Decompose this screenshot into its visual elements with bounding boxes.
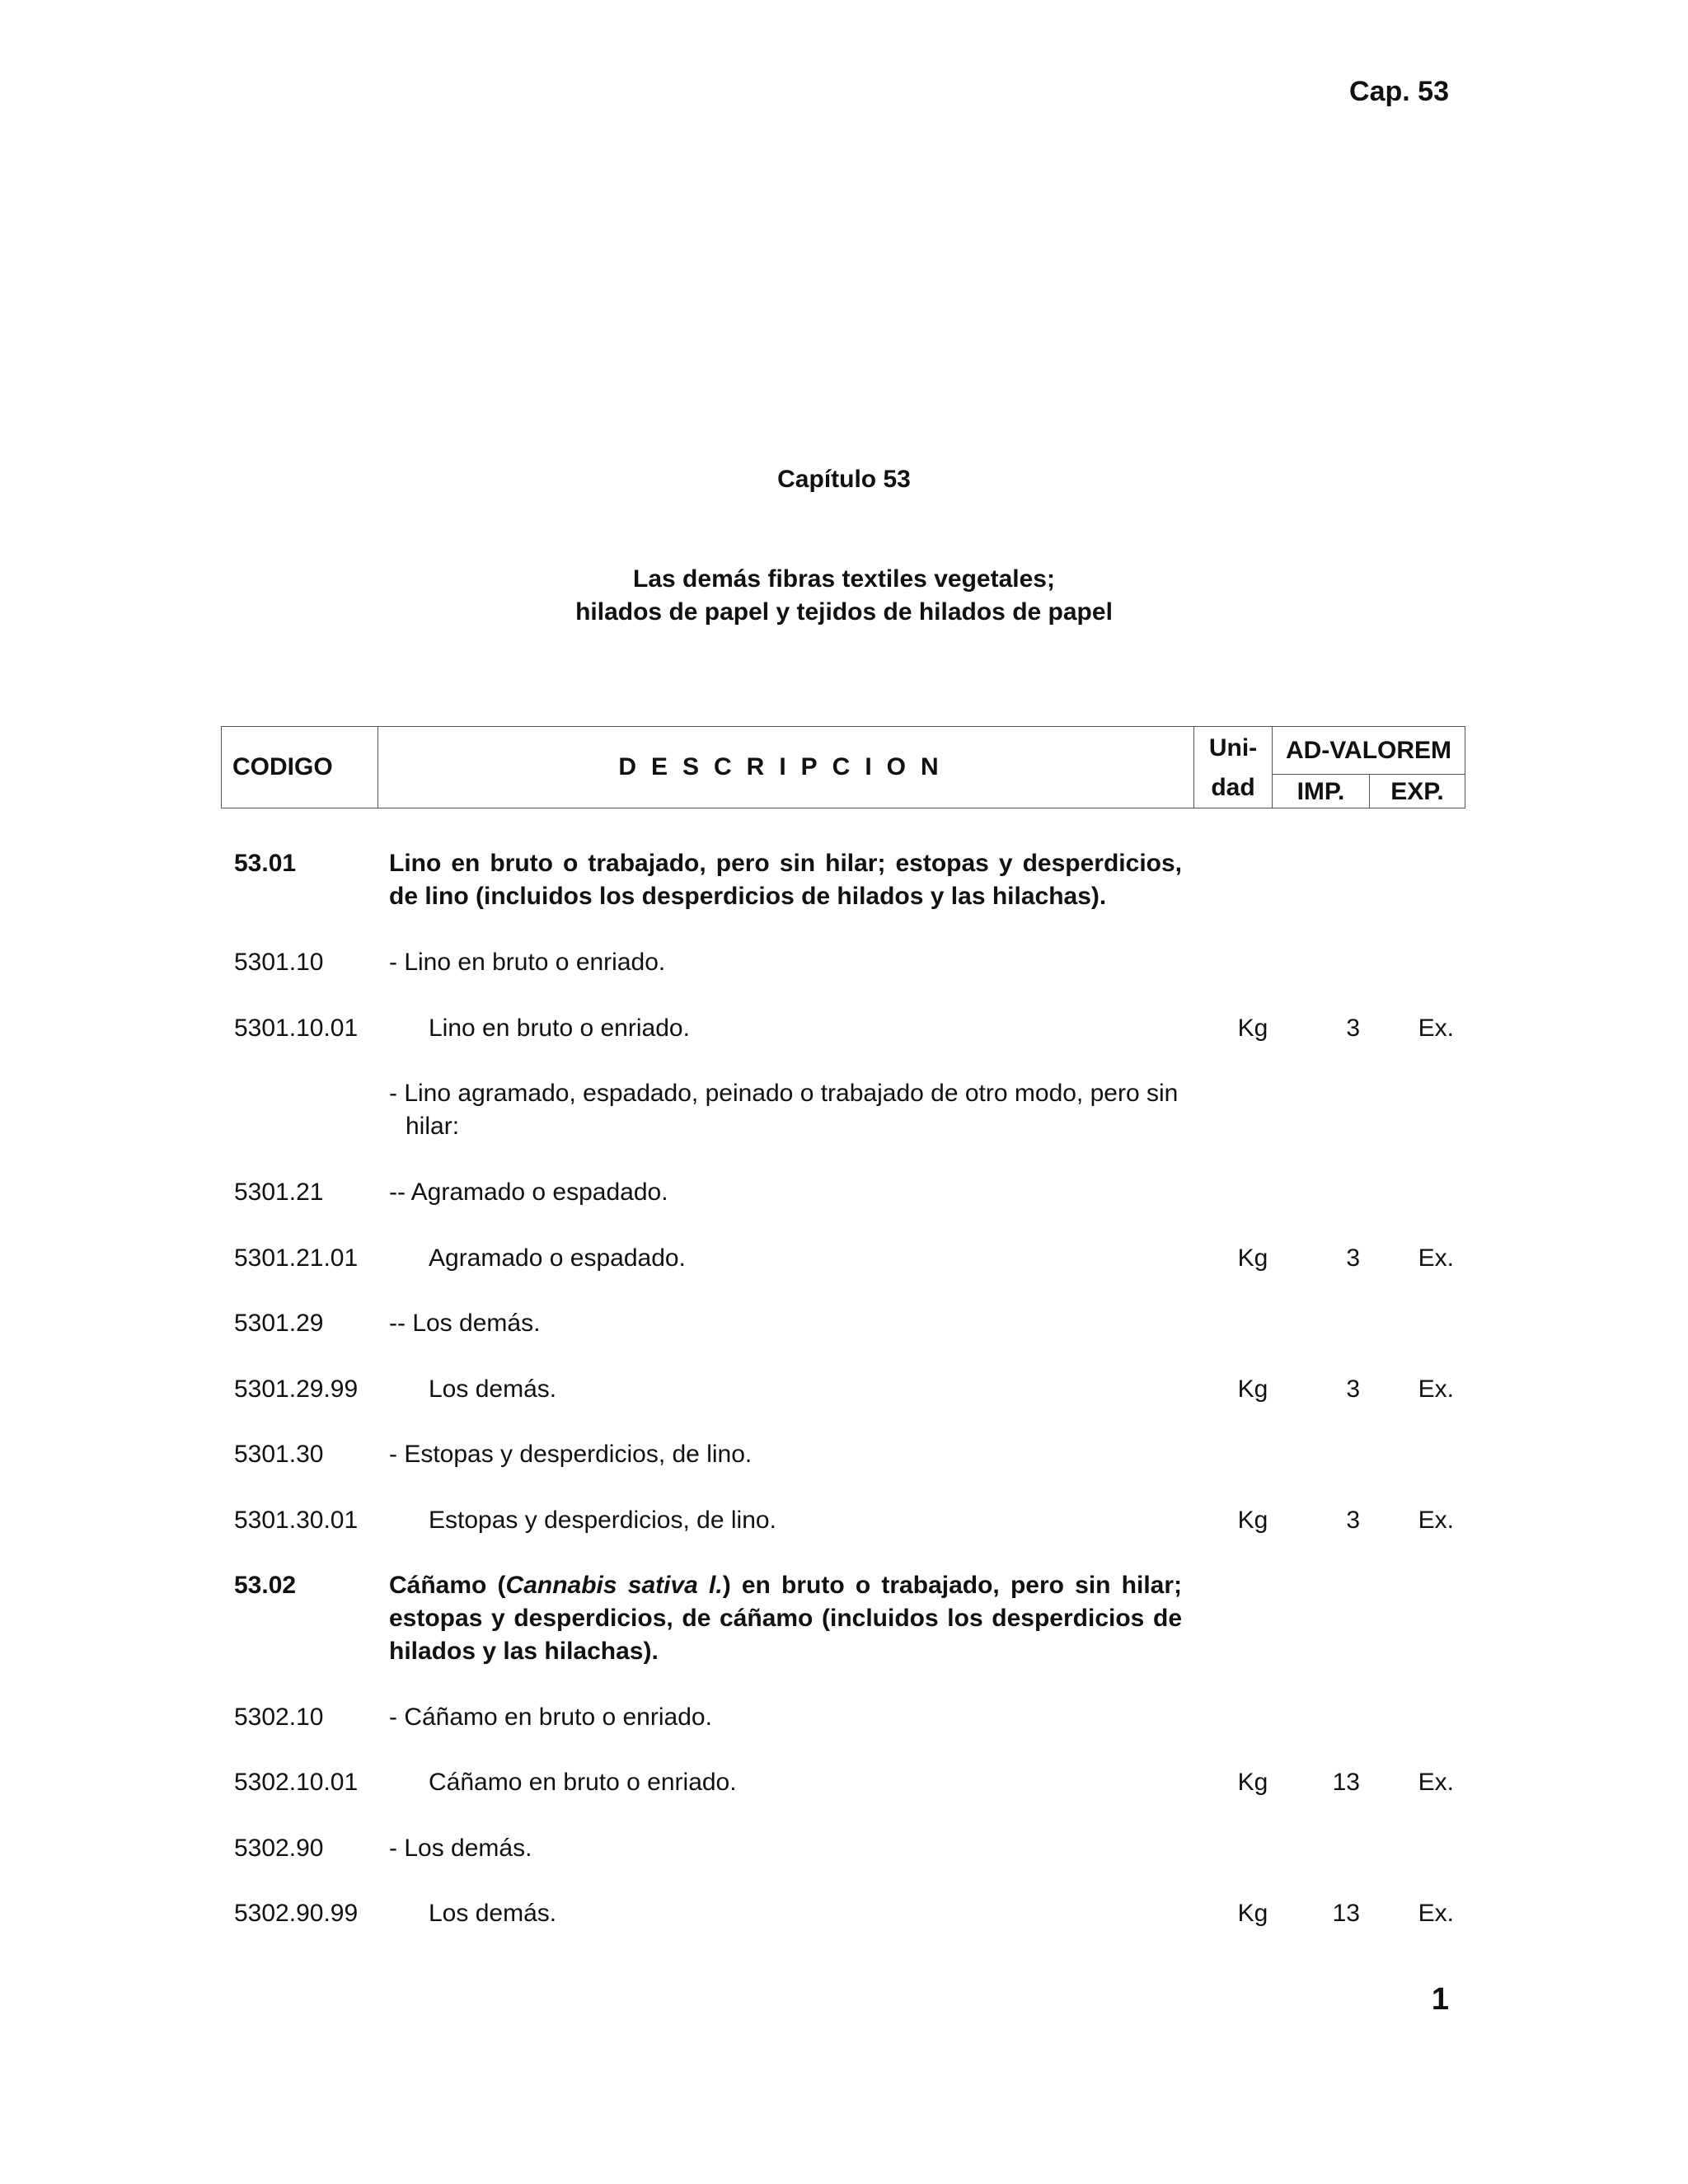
header-ad-valorem: AD-VALOREM — [1273, 727, 1465, 775]
row-description: Cáñamo en bruto o enriado. — [429, 1769, 737, 1796]
row-code: 5302.10.01 — [234, 1769, 359, 1796]
chapter-subtitle — [0, 563, 1688, 629]
row-description — [389, 1569, 1182, 1668]
row-description: - Lino en bruto o enriado. — [389, 949, 666, 976]
row-unit: Kg — [1237, 1376, 1268, 1403]
row-description: - Los demás. — [389, 1835, 532, 1862]
row-unit: Kg — [1237, 1769, 1268, 1796]
row-description: - Estopas y desperdicios, de lino. — [389, 1441, 753, 1468]
table-header — [221, 726, 1465, 808]
row-exp: Ex. — [1418, 1900, 1454, 1927]
row-description: Agramado o espadado. — [429, 1244, 686, 1272]
row-imp: 3 — [1346, 1376, 1360, 1403]
row-description-post: ) en bruto o trabajado, pero sin hilar; estopas y desperdicios, de cáñamo (incluidos los desperdicios de hilados y las hilachas). — [389, 1572, 1183, 1665]
row-code: 5301.21.01 — [234, 1244, 359, 1272]
subtitle-line-2: hilados de papel y tejidos de hilados de papel — [575, 598, 1113, 626]
row-imp: 3 — [1346, 1507, 1360, 1534]
row-code: 5301.10.01 — [234, 1015, 359, 1042]
row-description: -- Los demás. — [389, 1310, 541, 1337]
chapter-reference: Cap. 53 — [1349, 76, 1449, 107]
row-code: 5301.30 — [234, 1441, 324, 1468]
row-imp: 13 — [1332, 1900, 1360, 1927]
row-code: 5302.10 — [234, 1704, 324, 1731]
header-unidad — [1194, 727, 1273, 808]
header-codigo: CODIGO — [222, 727, 378, 808]
row-description: - Cáñamo en bruto o enriado. — [389, 1704, 712, 1731]
row-code: 5302.90 — [234, 1835, 324, 1862]
header-descripcion: DESCRIPCION — [378, 727, 1194, 808]
row-description: Los demás. — [429, 1376, 557, 1403]
row-code: 5301.10 — [234, 949, 324, 976]
row-code: 5301.30.01 — [234, 1507, 359, 1534]
row-exp: Ex. — [1418, 1507, 1454, 1534]
row-unit: Kg — [1237, 1900, 1268, 1927]
row-description: -- Agramado o espadado. — [389, 1179, 668, 1206]
row-imp: 3 — [1346, 1244, 1360, 1272]
subtitle-line-1: Las demás fibras textiles vegetales; — [633, 565, 1055, 593]
row-code: 5301.29 — [234, 1310, 324, 1337]
row-exp: Ex. — [1418, 1015, 1454, 1042]
row-exp: Ex. — [1418, 1769, 1454, 1796]
header-unidad-line-2: dad — [1211, 774, 1255, 801]
header-unidad-line-1: Uni- — [1208, 734, 1258, 762]
row-description-pre: Cáñamo ( — [389, 1572, 506, 1599]
row-unit: Kg — [1237, 1015, 1268, 1042]
row-imp: 3 — [1346, 1015, 1360, 1042]
header-exp: EXP. — [1390, 778, 1444, 805]
row-description-italic: Cannabis sativa l. — [505, 1572, 723, 1599]
row-code: 53.01 — [234, 850, 297, 877]
row-unit: Kg — [1237, 1244, 1268, 1272]
row-unit: Kg — [1237, 1507, 1268, 1534]
row-code: 5301.29.99 — [234, 1376, 359, 1403]
row-description: Los demás. — [429, 1900, 557, 1927]
row-description: Lino en bruto o trabajado, pero sin hilar; estopas y desperdicios, de lino (incluidos los desperdicios de hilados y las hilachas). — [389, 850, 1182, 910]
row-description: Estopas y desperdicios, de lino. — [429, 1507, 776, 1534]
header-imp: IMP. — [1273, 775, 1370, 808]
row-exp: Ex. — [1418, 1376, 1454, 1403]
row-description: Lino en bruto o enriado. — [429, 1015, 690, 1042]
row-imp: 13 — [1332, 1769, 1360, 1796]
row-code: 5301.21 — [234, 1179, 324, 1206]
page-number: 1 — [1431, 1982, 1449, 2017]
chapter-title: Capítulo 53 — [777, 466, 911, 493]
row-code: 5302.90.99 — [234, 1900, 359, 1927]
row-code: 53.02 — [234, 1572, 297, 1599]
row-exp: Ex. — [1418, 1244, 1454, 1272]
row-description: - Lino agramado, espadado, peinado o trabajado de otro modo, pero sin hilar: — [389, 1080, 1179, 1140]
